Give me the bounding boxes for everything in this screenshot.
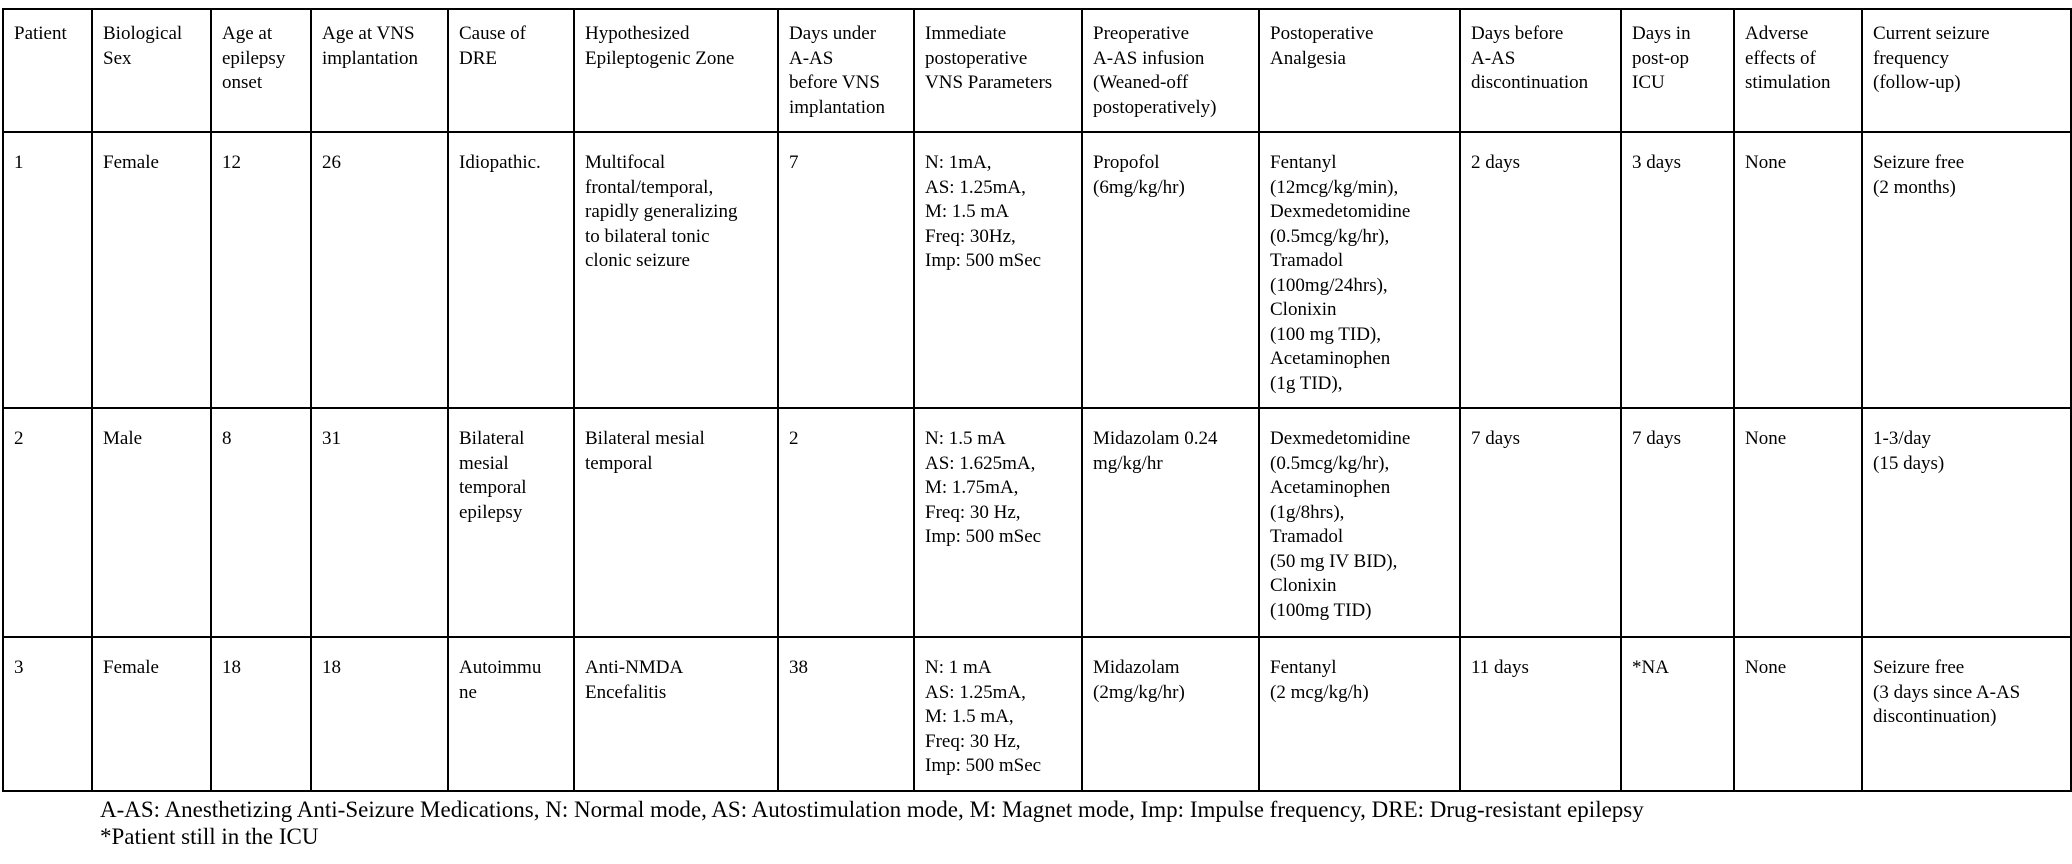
table-cell: Midazolam 0.24 mg/kg/hr [1082, 408, 1259, 637]
table-cell: Fentanyl (12mcg/kg/min), Dexmedetomidine (0.5mcg/kg/hr), Tramadol (100mg/24hrs), Clonixin (100 mg TID), Acetaminophen (1g TID), [1259, 132, 1460, 408]
table-cell: Idiopathic. [448, 132, 574, 408]
table-cell: 26 [311, 132, 448, 408]
table-cell: *NA [1621, 637, 1734, 791]
column-header: Days in post-op ICU [1621, 9, 1734, 132]
table-cell: 2 days [1460, 132, 1621, 408]
table-cell: Fentanyl (2 mcg/kg/h) [1259, 637, 1460, 791]
header-row [3, 9, 2071, 132]
column-header: Preoperative A-AS infusion (Weaned-off postoperatively) [1082, 9, 1259, 132]
table-cell: 1-3/day (15 days) [1862, 408, 2071, 637]
column-header: Patient [3, 9, 92, 132]
column-header: Immediate postoperative VNS Parameters [914, 9, 1082, 132]
table-cell: N: 1.5 mA AS: 1.625mA, M: 1.75mA, Freq: 30 Hz, Imp: 500 mSec [914, 408, 1082, 637]
table-cell: Dexmedetomidine (0.5mcg/kg/hr), Acetaminophen (1g/8hrs), Tramadol (50 mg IV BID), Clonixin (100mg TID) [1259, 408, 1460, 637]
table-cell: None [1734, 132, 1862, 408]
table-cell: Multifocal frontal/temporal, rapidly generalizing to bilateral tonic clonic seizure [574, 132, 778, 408]
table-cell: 8 [211, 408, 311, 637]
table-cell: 3 [3, 637, 92, 791]
table-cell: None [1734, 408, 1862, 637]
column-header: Postoperative Analgesia [1259, 9, 1460, 132]
table-cell: N: 1mA, AS: 1.25mA, M: 1.5 mA Freq: 30Hz, Imp: 500 mSec [914, 132, 1082, 408]
table-cell: 7 [778, 132, 914, 408]
column-header: Adverse effects of stimulation [1734, 9, 1862, 132]
table-cell: Seizure free (3 days since A-AS discontinuation) [1862, 637, 2071, 791]
table-cell: 2 [778, 408, 914, 637]
footnote-icu: *Patient still in the ICU [100, 824, 319, 849]
patient-table [2, 8, 2072, 792]
table-cell: 18 [211, 637, 311, 791]
table-cell: Seizure free (2 months) [1862, 132, 2071, 408]
table-cell: 2 [3, 408, 92, 637]
table-cell: Female [92, 132, 211, 408]
table-cell: Bilateral mesial temporal [574, 408, 778, 637]
table-cell: 11 days [1460, 637, 1621, 791]
footnote-abbreviations: A-AS: Anesthetizing Anti-Seizure Medications, N: Normal mode, AS: Autostimulation mode, M: Magnet mode, Imp: Impulse frequency, DRE: Drug-resistant epilepsy [100, 797, 1644, 822]
column-header: Biological Sex [92, 9, 211, 132]
column-header: Days under A-AS before VNS implantation [778, 9, 914, 132]
table-cell: 7 days [1621, 408, 1734, 637]
table-cell: 38 [778, 637, 914, 791]
column-header: Age at epilepsy onset [211, 9, 311, 132]
table-cell: 3 days [1621, 132, 1734, 408]
column-header: Current seizure frequency (follow-up) [1862, 9, 2071, 132]
table-cell: Propofol (6mg/kg/hr) [1082, 132, 1259, 408]
table-cell: 1 [3, 132, 92, 408]
table-cell: 7 days [1460, 408, 1621, 637]
column-header: Age at VNS implantation [311, 9, 448, 132]
table-cell: Midazolam (2mg/kg/hr) [1082, 637, 1259, 791]
table-cell: None [1734, 637, 1862, 791]
table-row [3, 637, 2071, 791]
table-cell: 18 [311, 637, 448, 791]
table-cell: N: 1 mA AS: 1.25mA, M: 1.5 mA, Freq: 30 Hz, Imp: 500 mSec [914, 637, 1082, 791]
column-header: Hypothesized Epileptogenic Zone [574, 9, 778, 132]
table-cell: 12 [211, 132, 311, 408]
table-cell: Male [92, 408, 211, 637]
table-cell: 31 [311, 408, 448, 637]
table-row [3, 132, 2071, 408]
table-row [3, 408, 2071, 637]
table-cell: Bilateral mesial temporal epilepsy [448, 408, 574, 637]
table-cell: Anti-NMDA Encefalitis [574, 637, 778, 791]
column-header: Cause of DRE [448, 9, 574, 132]
table-cell: Autoimmu ne [448, 637, 574, 791]
column-header: Days before A-AS discontinuation [1460, 9, 1621, 132]
table-cell: Female [92, 637, 211, 791]
